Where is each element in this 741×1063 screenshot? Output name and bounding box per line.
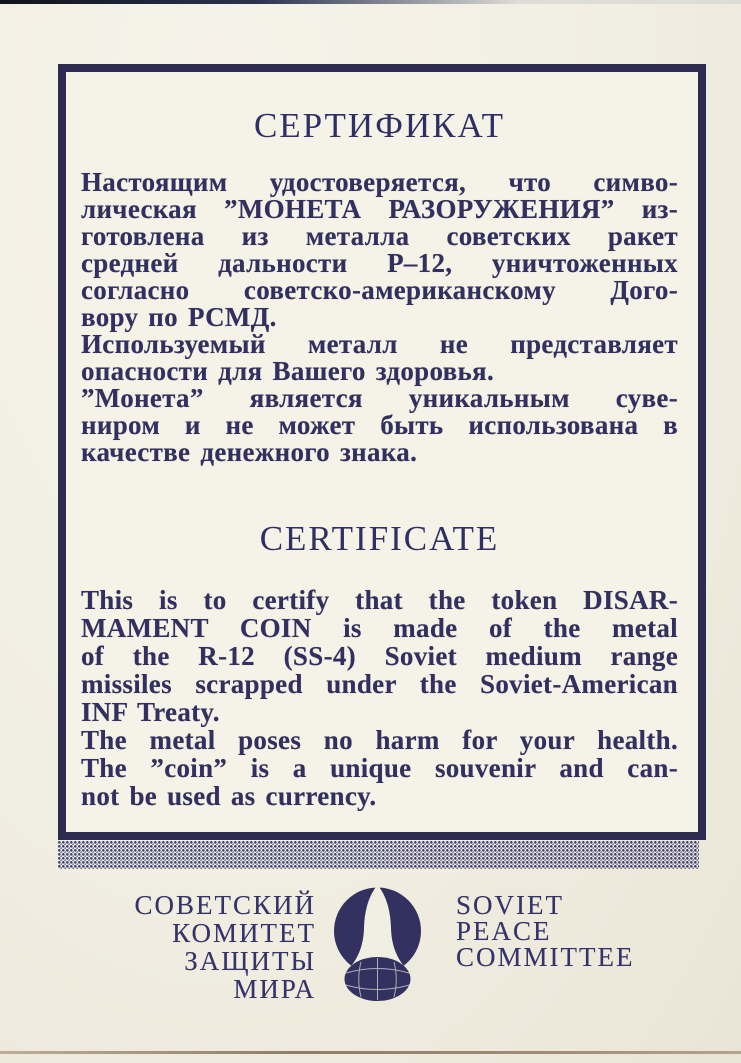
english-text-block	[81, 586, 678, 810]
russian-text-line: ”Монета” является уникальным суве-	[81, 383, 678, 413]
russian-title: СЕРТИФИКАТ	[253, 106, 506, 145]
russian-text-line: Используемый металл не представляет	[81, 329, 678, 359]
russian-text-line: опасности для Вашего здоровья.	[81, 356, 495, 386]
english-text-line: The ”coin” is a unique souvenir and can-	[81, 753, 678, 783]
russian-text-line: средней дальности Р–12, уничтоженных	[81, 248, 678, 278]
english-title: CERTIFICATE	[259, 519, 500, 558]
english-text-line: INF Treaty.	[81, 697, 220, 727]
russian-text-line: согласно советско-американскому Дого-	[81, 275, 678, 305]
russian-committee-line: КОМИТЕТ	[172, 918, 316, 948]
bottom-scan-edge	[0, 1051, 741, 1054]
russian-committee-name	[134, 891, 316, 1003]
russian-committee-line: ЗАЩИТЫ	[184, 946, 316, 976]
english-committee-name	[456, 892, 634, 970]
english-committee-line: COMMITTEE	[456, 942, 635, 972]
russian-committee-line: МИРА	[233, 974, 316, 1004]
english-text-line: The metal poses no harm for your health.	[81, 725, 678, 755]
halftone-band	[58, 841, 699, 869]
english-text-line: This is to certify that the token DISAR-	[81, 585, 678, 615]
english-text-line: not be used as currency.	[81, 781, 377, 811]
russian-text-line: лическая ”МОНЕТА РАЗОРУЖЕНИЯ” из-	[81, 194, 678, 224]
russian-text-line: готовлена из металла советских ракет	[81, 221, 678, 251]
russian-text-line: качестве денежного знака.	[81, 437, 418, 467]
certificate-frame	[58, 64, 706, 840]
russian-text-line: ниром и не может быть использована в	[81, 410, 678, 440]
russian-committee-line: СОВЕТСКИЙ	[134, 890, 316, 920]
english-text-line: missiles scrapped under the Soviet-American	[81, 669, 678, 699]
russian-text-block	[81, 169, 678, 466]
russian-text-line: Настоящим удостоверяется, что симво-	[81, 167, 678, 197]
peace-committee-emblem-icon	[331, 884, 424, 1004]
russian-text-line: вору по РСМД.	[81, 302, 277, 332]
english-committee-line: SOVIET	[456, 890, 564, 920]
top-scan-edge	[0, 0, 741, 4]
english-text-line: of the R-12 (SS-4) Soviet medium range	[81, 641, 678, 671]
english-text-line: MAMENT COIN is made of the metal	[81, 613, 678, 643]
english-committee-line: PEACE	[456, 916, 552, 946]
